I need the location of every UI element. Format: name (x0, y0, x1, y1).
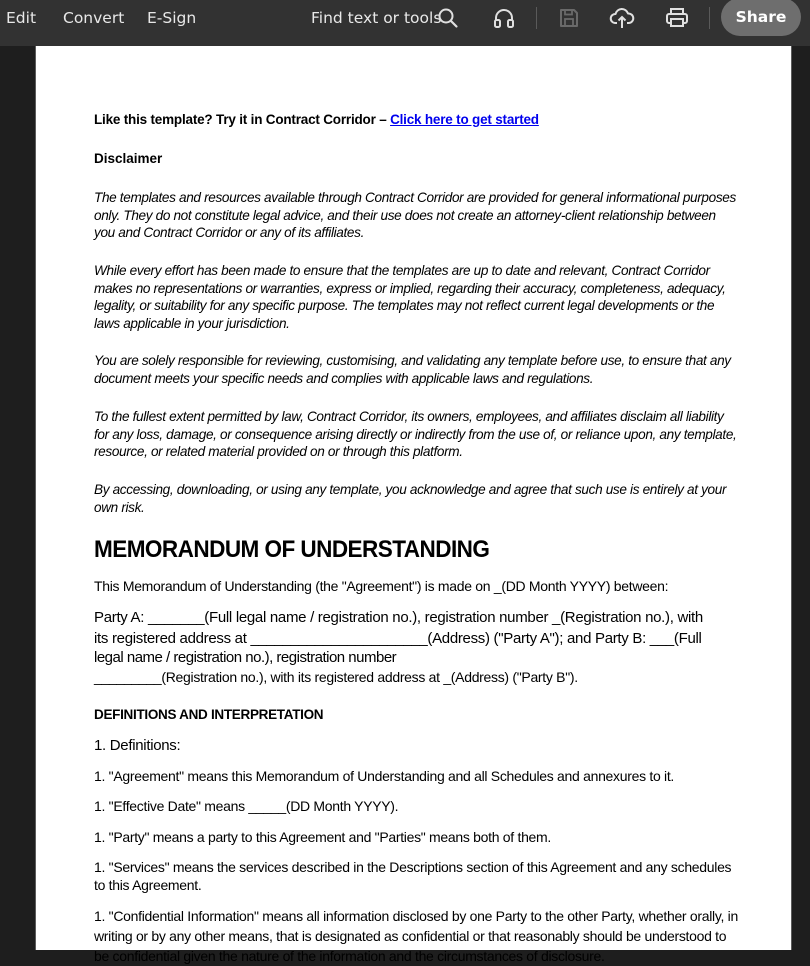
page-edge-right (791, 46, 792, 950)
parties-line: Party A: _______(Full legal name / registration no.), registration number _(Registration no.), with (94, 609, 703, 626)
cloud-upload-icon[interactable] (609, 6, 635, 30)
share-button[interactable]: Share (721, 0, 801, 36)
disclaimer-paragraph: By accessing, downloading, or using any template, you acknowledge and agree that such use is entirely at your own risk. (94, 482, 727, 515)
agreement-intro: This Memorandum of Understanding (the "Agreement") is made on _(DD Month YYYY) between: (94, 578, 669, 594)
menu-convert[interactable]: Convert (63, 9, 125, 27)
find-tools-search[interactable] (311, 0, 441, 36)
headphones-icon[interactable] (491, 6, 517, 30)
document-page (36, 46, 791, 964)
definition-item: 1. "Effective Date" means _____(DD Month YYYY). (94, 798, 399, 814)
disclaimer-heading: Disclaimer (94, 151, 163, 166)
definition-item: 1. "Agreement" means this Memorandum of Understanding and all Schedules and annexures to it. (94, 768, 675, 784)
print-icon[interactable] (664, 6, 690, 30)
document-title: MEMORANDUM OF UNDERSTANDING (94, 536, 490, 563)
parties-clause (94, 608, 739, 686)
parties-line: its registered address at ______________________(Address) ("Party A"); and Party B: ___(Full (94, 629, 702, 647)
parties-line: _________(Registration no.), with its registered address at _(Address) ("Party B"). (94, 668, 578, 685)
disclaimer-paragraph: While every effort has been made to ensure that the templates are up to date and relevant, Contract Corridor makes no representations or warranties, express or implied, regarding their accuracy, completeness, adequacy, legality, or suitability for any specific purpose. The templates may not reflect current legal developments or the laws applicable in your jurisdiction. (94, 263, 726, 331)
search-icon[interactable] (435, 6, 461, 30)
disclaimer-paragraph: You are solely responsible for reviewing, customising, and validating any template before use, to ensure that any document meets your specific needs and complies with applicable laws and regulations. (94, 353, 731, 386)
menu-esign[interactable]: E-Sign (147, 9, 197, 27)
definition-item: 1. "Services" means the services described in the Descriptions section of this Agreement and any schedules to this Agreement. (94, 859, 732, 893)
cta-text: Like this template? Try it in Contract Corridor – (94, 112, 391, 127)
definition-item: 1. "Party" means a party to this Agreement and "Parties" means both of them. (94, 829, 551, 845)
disclaimer-paragraph: The templates and resources available through Contract Corridor are provided for general informational purposes only. They do not constitute legal advice, and their use does not create an attorney-client relationship between you and Contract Corridor or any of its affiliates. (94, 190, 736, 240)
toolbar-divider (536, 7, 537, 29)
get-started-link[interactable]: Click here to get started (390, 112, 539, 127)
definitions-heading: DEFINITIONS AND INTERPRETATION (94, 707, 324, 722)
disclaimer-paragraph: To the fullest extent permitted by law, Contract Corridor, its owners, employees, and affiliates disclaim all liability for any loss, damage, or consequence arising directly or indirectly from the use of, or reliance upon, any template, resource, or related material provided on or through this platform. (94, 409, 737, 459)
definition-item: 1. "Confidential Information" means all information disclosed by one Party to the other Party, whether orally, in writing or by any other means, that is designated as confidential or that reasonably should be understood to be confidential given the nature of the information and the circumstances of disclosure. (94, 908, 738, 964)
definitions-intro: 1. Definitions: (94, 737, 181, 754)
find-tools-label: Find text or tools (311, 9, 442, 27)
menu-edit[interactable]: Edit (6, 9, 37, 27)
top-toolbar (0, 0, 810, 46)
save-icon[interactable] (556, 6, 582, 30)
template-cta (94, 112, 739, 127)
parties-line: legal name / registration no.), registration number (94, 649, 397, 666)
toolbar-divider (709, 7, 710, 29)
